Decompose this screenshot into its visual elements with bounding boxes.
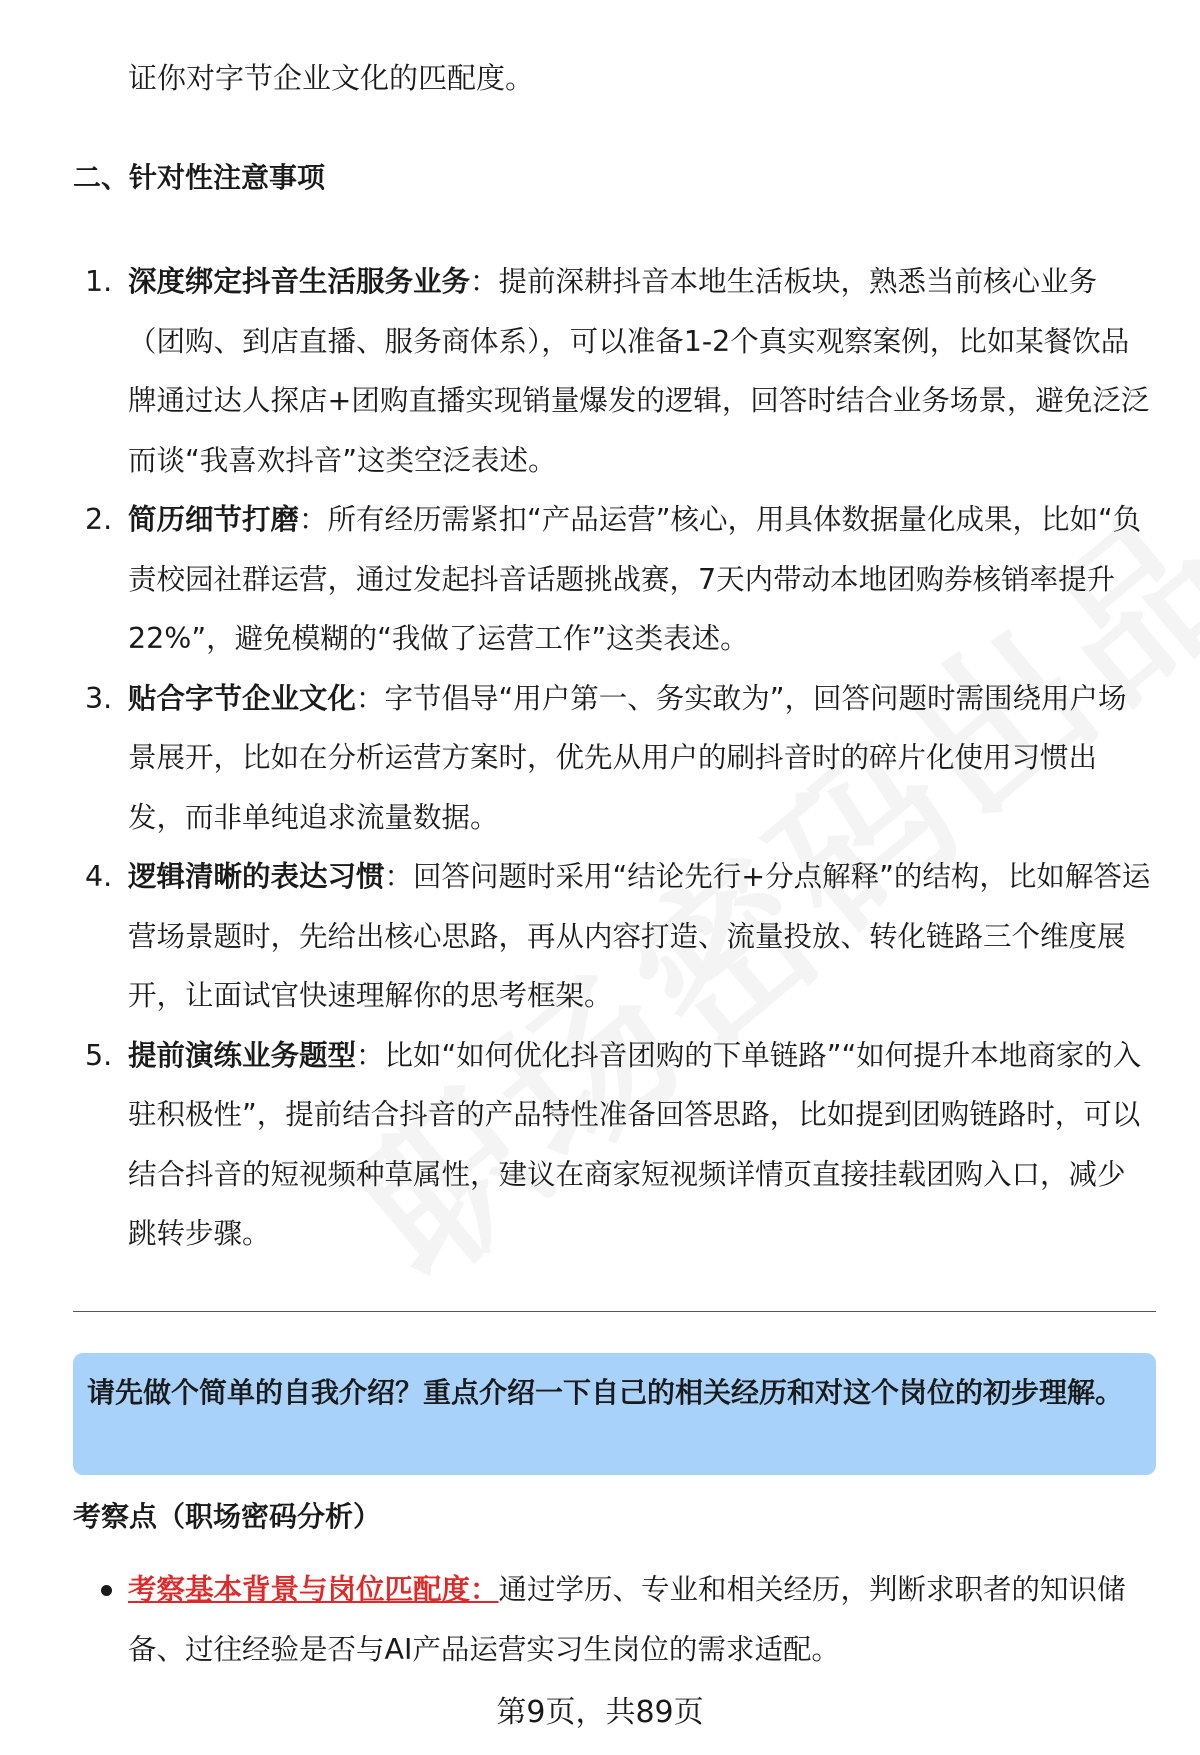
list-item-body: ：比如“如何优化抖音团购的下单链路”“如何提升本地商家的入驻积极性”，提前结合抖音的产品特性准备回答思路，比如提到团购链路时，可以结合抖音的短视频种草属性，建议在商家短视频详情页直接挂载团购入口，减少跳转步骤。 [128, 1038, 1142, 1250]
list-item-number: 1. [85, 265, 113, 298]
list-item-lead: 深度绑定抖音生活服务业务 [128, 265, 471, 298]
bullet-item [128, 1560, 1148, 1680]
list-item-number: 4. [85, 860, 113, 893]
list-item-number: 3. [85, 681, 113, 715]
horizontal-divider [73, 1311, 1156, 1312]
continuation-paragraph: 证你对字节企业文化的匹配度。 [128, 61, 535, 95]
list-item [72, 669, 1152, 848]
list-item-body: ：回答问题时采用“结论先行+分点解释”的结构，比如解答运营场景题时，先给出核心思路，再从内容打造、流量投放、转化链路三个维度展开，让面试官快速理解你的思考框架。 [128, 860, 1151, 1012]
list-item-number: 2. [85, 503, 113, 536]
bullet-body: 通过学历、专业和相关经历，判断求职者的知识储备、过往经验是否与AI产品运营实习生岗位的需求适配。 [128, 1573, 1126, 1666]
list-item-lead: 提前演练业务题型 [128, 1038, 357, 1072]
list-item-lead: 贴合字节企业文化 [128, 681, 357, 715]
list-item-body: ：提前深耕抖音本地生活板块，熟悉当前核心业务（团购、到店直播、服务商体系），可以准备1-2个真实观察案例，比如某餐饮品牌通过达人探店+团购直播实现销量爆发的逻辑，回答时结合业务场景，避免泛泛而谈“我喜欢抖音”这类空泛表述。 [128, 265, 1150, 477]
list-item [72, 847, 1152, 1026]
list-item [72, 252, 1152, 490]
page-number-footer: 第9页，共89页 [496, 1695, 704, 1730]
bullet-lead: 考察基本背景与岗位匹配度： [128, 1573, 499, 1606]
list-item-lead: 逻辑清晰的表达习惯 [128, 860, 385, 893]
section-heading: 二、针对性注意事项 [73, 161, 326, 194]
analysis-heading: 考察点（职场密码分析） [73, 1500, 382, 1533]
list-item-body: ：字节倡导“用户第一、务实敢为”，回答问题时需围绕用户场景展开，比如在分析运营方案时，优先从用户的刷抖音时的碎片化使用习惯出发，而非单纯追求流量数据。 [128, 681, 1127, 834]
bullet-dot-icon [101, 1585, 112, 1596]
list-item-body: ：所有经历需紧扣“产品运营”核心，用具体数据量化成果，比如“负责校园社群运营，通过发起抖音话题挑战赛，7天内带动本地团购券核销率提升22%”，避免模糊的“我做了运营工作”这类表述。 [128, 503, 1142, 655]
list-item [72, 1026, 1152, 1264]
list-item-lead: 简历细节打磨 [128, 503, 300, 536]
numbered-list [72, 252, 1152, 1264]
list-item [72, 490, 1152, 669]
list-item-number: 5. [85, 1038, 113, 1072]
question-box: 请先做个简单的自我介绍？重点介绍一下自己的相关经历和对这个岗位的初步理解。 [73, 1353, 1156, 1475]
